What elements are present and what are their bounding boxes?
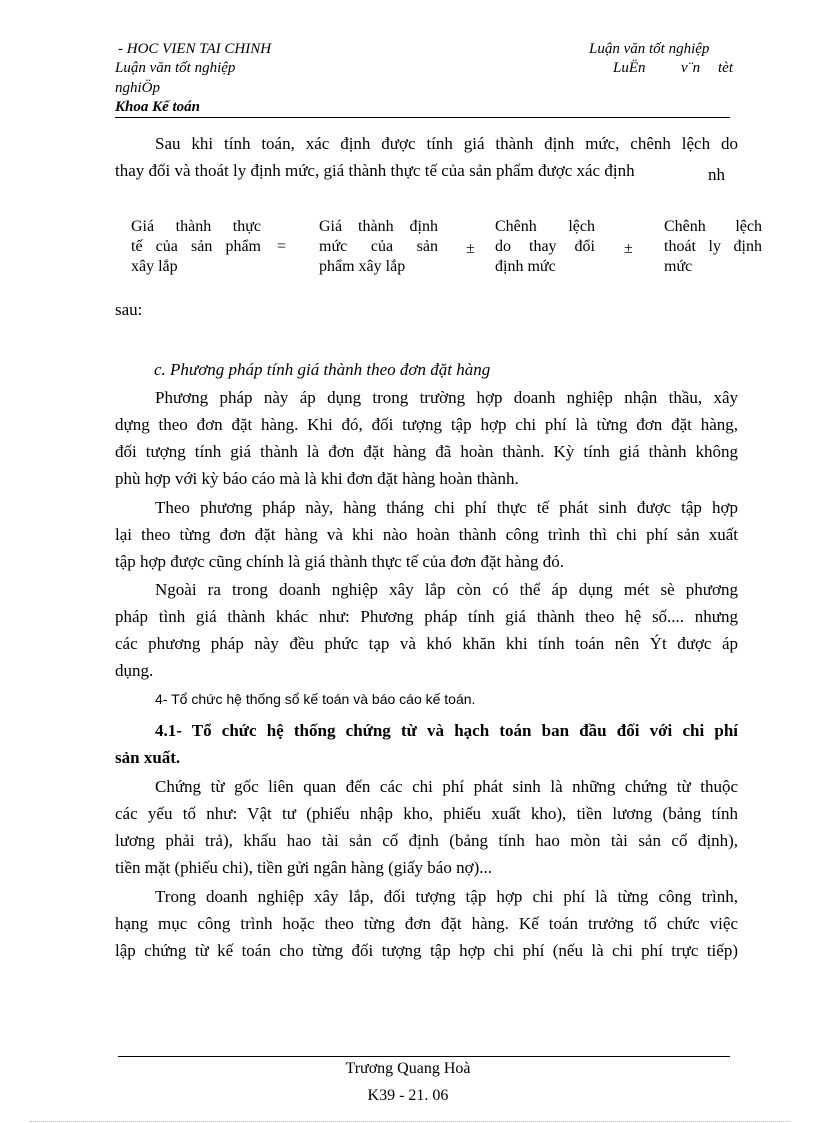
paragraph-line: tập hợp được cũng chính là giá thành thực tế của đơn đặt hàng đó. — [115, 552, 565, 571]
header-school: - HOC VIEN TAI CHINH — [118, 41, 272, 57]
paragraph-line: dựng theo đơn đặt hàng. Khi đó, đối tượng tập hợp chi phí là từng đơn đặt hàng, — [115, 415, 738, 434]
intro-line-tail: nh — [708, 165, 725, 184]
paragraph-line: pháp tình giá thành khác như: Phương pháp tính giá thành theo hệ số.... nhưng — [115, 607, 738, 626]
section-4-paragraph-2 — [115, 883, 738, 964]
paragraph-line: các phương pháp này đều phức tạp và khó khăn khi tính toán nên Ýt được áp — [115, 634, 738, 653]
header-title: Luận văn tốt nghiệp — [589, 41, 710, 57]
formula-line: tế của sản phẩm — [131, 238, 261, 255]
paragraph-line: phù hợp với kỳ báo cáo mà là khi đơn đặt hàng hoàn thành. — [115, 469, 519, 488]
paragraph-line: Ngoài ra trong doanh nghiệp xây lắp còn có thể áp dụng mét sè phương — [155, 580, 738, 599]
paragraph-line: lương phải trả), khấu hao tài sản cố định (bảng tính hao mòn tài sản cố định), — [115, 831, 738, 850]
paragraph-line: tiền mặt (phiếu chi), tiền gửi ngân hàng (giấy báo nợ)... — [115, 858, 492, 877]
formula-term-deviation-variance — [664, 217, 762, 277]
formula-line: Chênh lệch — [664, 218, 762, 235]
formula-line: xây lắp — [131, 258, 178, 275]
paragraph-line: Trong doanh nghiệp xây lắp, đối tượng tập hợp chi phí là từng công trình, — [155, 887, 738, 906]
intro-line: Sau khi tính toán, xác định được tính giá thành định mức, chênh lệch do — [155, 134, 738, 153]
paragraph-line: Theo phương pháp này, hàng tháng chi phí thực tế phát sinh được tập hợp — [155, 498, 738, 517]
paragraph-line: lập chứng từ kế toán cho từng đối tượng tập hợp chi phí (nếu là chi phí trực tiếp) — [115, 941, 738, 960]
formula-equals: = — [277, 238, 287, 255]
header-garbled-b: v¨n — [681, 60, 701, 76]
header-rule — [115, 117, 730, 118]
paragraph-line: dụng. — [115, 661, 154, 680]
formula-line: Giá thành thực — [131, 218, 261, 235]
intro-line: thay đổi và thoát ly định mức, giá thành thực tế của sản phẩm được xác định — [115, 161, 635, 180]
header-garbled-a: LuËn — [613, 60, 646, 76]
header-garbled-left: nghiÖp — [115, 80, 160, 96]
intro-after-formula: sau: — [115, 300, 143, 319]
section-4-paragraph-1 — [115, 773, 738, 881]
formula-plus-minus: ± — [466, 240, 475, 257]
paragraph-line: lại theo từng đơn đặt hàng và khi nào hoàn thành công trình thì chi phí sản xuất — [115, 525, 738, 544]
heading-line: 4.1- Tổ chức hệ thống chứng từ và hạch toán ban đầu đối với chi phí — [155, 721, 738, 740]
formula-line: phẩm xây lắp — [319, 258, 406, 275]
formula-line: thoát ly định — [664, 238, 762, 255]
formula-line: do thay đổi — [495, 238, 595, 255]
section-c-paragraph-1 — [115, 384, 738, 492]
paragraph-line: Phương pháp này áp dụng trong trường hợp doanh nghiệp nhận thầu, xây — [155, 388, 738, 407]
formula-line: mức — [664, 258, 693, 275]
footer-class: K39 - 21. 06 — [367, 1087, 449, 1104]
formula-line: Giá thành định — [319, 218, 438, 235]
section-4-1-heading — [115, 717, 738, 771]
formula-term-actual-cost — [131, 217, 261, 277]
section-c-paragraph-3 — [115, 576, 738, 684]
formula-plus-minus: ± — [624, 240, 633, 257]
paragraph-line: các yếu tố như: Vật tư (phiếu nhập kho, phiếu xuất kho), tiền lương (bảng tính — [115, 804, 738, 823]
footer-rule — [118, 1056, 730, 1057]
formula-term-standard-cost — [319, 217, 438, 277]
formula-line: định mức — [495, 258, 556, 275]
heading-line: sản xuất. — [115, 748, 181, 767]
header-department: Khoa Kế toán — [115, 99, 201, 115]
page-edge — [30, 1121, 790, 1122]
formula-line: Chênh lệch — [495, 218, 595, 235]
paragraph-line: hạng mục công trình hoặc theo từng đơn đặt hàng. Kế toán trưởng tổ chức việc — [115, 914, 738, 933]
footer-author: Trương Quang Hoà — [345, 1060, 471, 1077]
formula-term-change-variance — [495, 217, 595, 277]
section-c-paragraph-2 — [115, 494, 738, 575]
header-title-left: Luận văn tốt nghiệp — [115, 60, 236, 76]
section-4-heading: 4- Tổ chức hệ thống sổ kế toán và báo cáo kế toán. — [155, 691, 476, 707]
intro-paragraph — [115, 130, 738, 157]
paragraph-line: Chứng từ gốc liên quan đến các chi phí phát sinh là những chứng từ thuộc — [155, 777, 738, 796]
formula-line: mức của sản — [319, 238, 438, 255]
paragraph-line: đối tượng tính giá thành là đơn đặt hàng đã hoàn thành. Kỳ tính giá thành không — [115, 442, 738, 461]
header-garbled-c: tèt — [718, 60, 733, 76]
section-c-heading: c. Phương pháp tính giá thành theo đơn đặt hàng — [154, 360, 491, 379]
